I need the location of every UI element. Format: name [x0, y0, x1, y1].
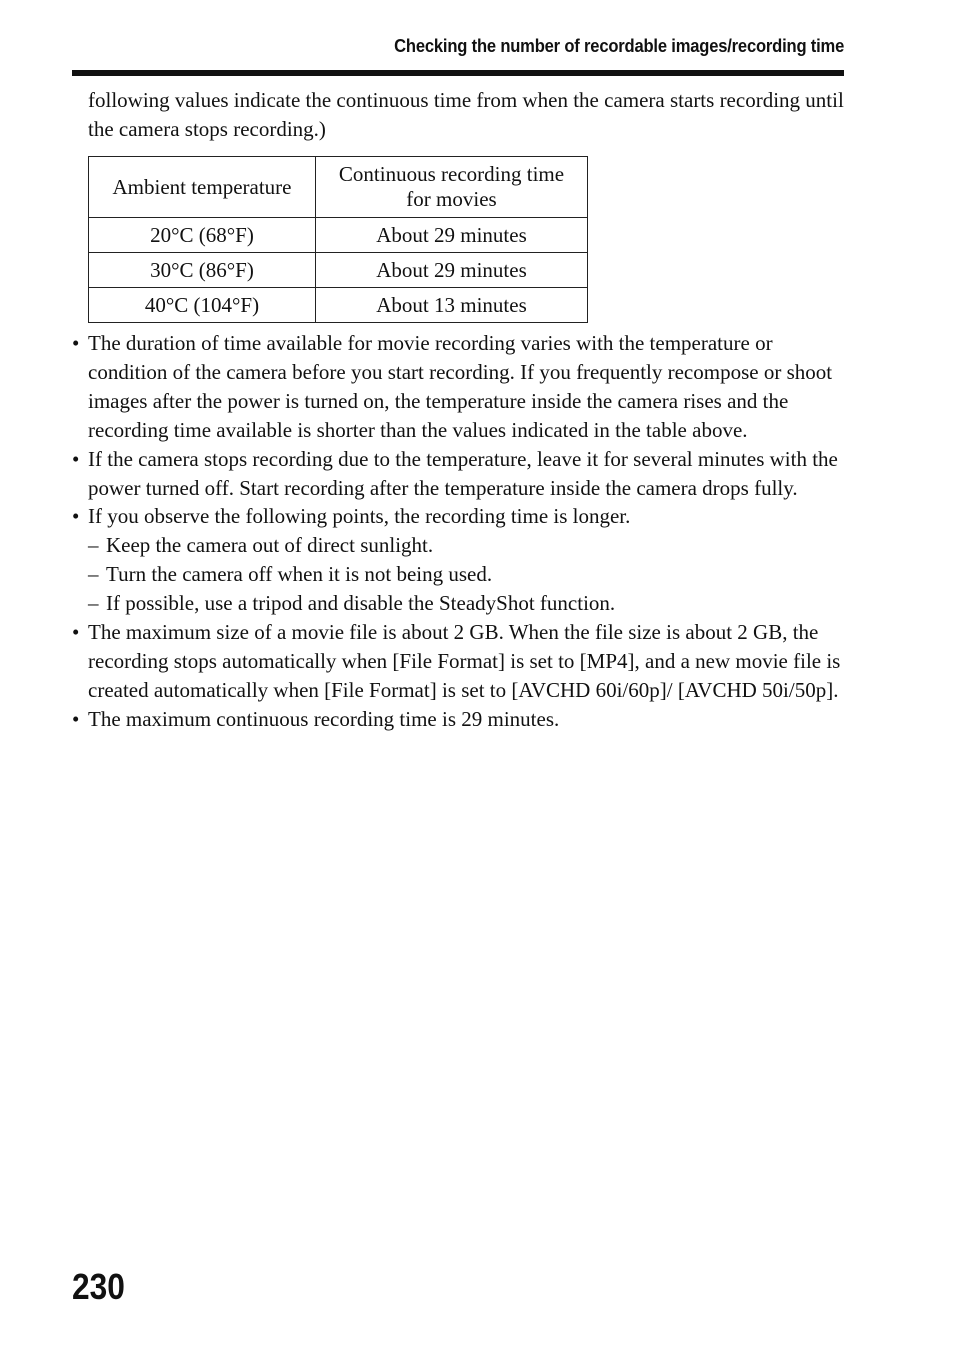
running-header: Checking the number of recordable images/recording time	[394, 36, 844, 56]
bullet-icon: •	[72, 504, 80, 529]
recording-time-table	[88, 156, 588, 323]
sub-list-item	[88, 589, 852, 618]
bullet-icon: •	[72, 331, 80, 355]
sub-point-text: Turn the camera off when it is not being used.	[106, 562, 493, 587]
list-item	[72, 618, 852, 705]
list-item	[72, 502, 852, 618]
table-cell-temperature: 30°C (86°F)	[89, 253, 316, 288]
list-item	[72, 445, 852, 503]
table-header-row	[89, 157, 588, 218]
dash-icon: –	[88, 591, 99, 616]
bullet-icon: •	[72, 706, 80, 731]
table-cell-temperature: 40°C (104°F)	[89, 288, 316, 323]
list-item	[72, 329, 852, 445]
sub-list-item	[88, 531, 852, 560]
sub-point-text: Keep the camera out of direct sunlight.	[106, 533, 434, 558]
list-item	[72, 705, 852, 734]
table-cell-time: About 29 minutes	[316, 218, 588, 253]
table-cell-time: About 13 minutes	[316, 288, 588, 323]
dash-icon: –	[88, 533, 99, 558]
note-text: If you observe the following points, the recording time is longer.	[88, 504, 631, 529]
sub-point-text: If possible, use a tripod and disable the SteadyShot function.	[106, 591, 616, 616]
table-header-cell: Ambient temperature	[89, 157, 316, 218]
note-text: The maximum continuous recording time is 29 minutes.	[88, 706, 560, 731]
note-text: If the camera stops recording due to the temperature, leave it for several minutes with the power turned off. Start recording after the temperature inside the camera drops fully.	[88, 446, 838, 500]
intro-paragraph: following values indicate the continuous time from when the camera starts recording until the camera stops recording.)	[88, 88, 844, 141]
header-rule	[72, 70, 844, 76]
table-header-cell: Continuous recording time for movies	[316, 157, 588, 218]
bullet-icon: •	[72, 620, 80, 645]
page-number: 230	[72, 1266, 125, 1307]
dash-icon: –	[88, 562, 99, 587]
note-text: The maximum size of a movie file is about 2 GB. When the file size is about 2 GB, the recording stops automatically when [File Format] is set to [MP4], and a new movie file is created automatically when [File Format] is set to [AVCHD 60i/60p]/ [AVCHD 50i/50p].	[88, 620, 841, 702]
table-cell-temperature: 20°C (68°F)	[89, 218, 316, 253]
note-text: The duration of time available for movie recording varies with the temperature or condition of the camera before you start recording. If you frequently recompose or shoot images after the power is turned on, the temperature inside the camera rises and the recording time available is shorter than the values indicated in the table above.	[88, 331, 833, 442]
table-row	[89, 218, 588, 253]
notes-list	[72, 329, 852, 734]
table-row	[89, 288, 588, 323]
table-row	[89, 253, 588, 288]
bullet-icon: •	[72, 446, 80, 471]
sub-points-list	[88, 531, 852, 618]
table-cell-time: About 29 minutes	[316, 253, 588, 288]
sub-list-item	[88, 560, 852, 589]
